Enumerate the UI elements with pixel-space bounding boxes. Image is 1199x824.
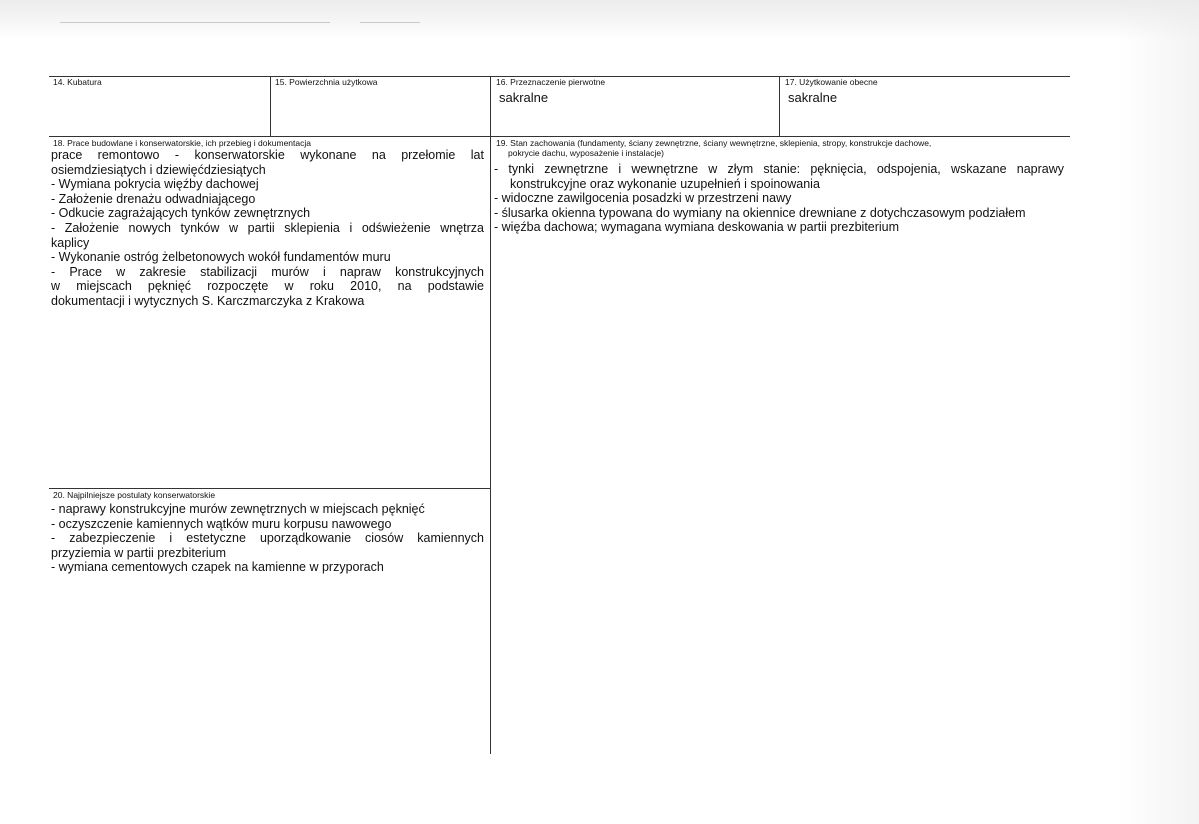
field-19-content	[494, 162, 1064, 235]
field-18-line: - Założenie nowych tynków w partii sklepienia i odświeżenie wnętrza	[51, 220, 484, 235]
field-18-line: dokumentacji i wytycznych S. Karczmarczyka z Krakowa	[51, 293, 365, 308]
field-14-label: 14. Kubatura	[53, 77, 102, 87]
scan-artifact-line	[360, 22, 420, 23]
field-18-content	[51, 148, 484, 309]
field-19-label: 19. Stan zachowania (fundamenty, ściany zewnętrzne, ściany wewnętrzne, sklepienia, stropy, konstrukcje dachowe,	[496, 138, 932, 148]
field-19-line: - widoczne zawilgocenia posadzki w przestrzeni nawy	[494, 191, 792, 206]
field-18-line: - Prace w zakresie stabilizacji murów i napraw konstrukcyjnych	[51, 264, 484, 279]
row3-top-border	[49, 488, 491, 489]
field-18-line: - Wykonanie ostróg żelbetonowych wokół fundamentów muru	[51, 250, 391, 265]
field-19-line: - więźba dachowa; wymagana wymiana deskowania w partii prezbiterium	[494, 220, 900, 235]
field-18-line: w miejscach pęknięć rozpoczęte w roku 2010, na podstawie	[51, 279, 484, 294]
field-18-line: prace remontowo - konserwatorskie wykonane na przełomie lat	[51, 148, 484, 162]
field-20-line: - zabezpieczenie i estetyczne uporządkowanie ciosów kamiennych	[51, 531, 484, 546]
field-16-label: 16. Przeznaczenie pierwotne	[496, 77, 606, 87]
field-20-line: przyziemia w partii prezbiterium	[51, 545, 227, 560]
field-19-line: konstrukcyjne oraz wykonanie uzupełnień i spoinowania	[510, 176, 820, 191]
field-18-line: osiemdziesiątych i dziewięćdziesiątych	[51, 162, 266, 177]
field-16-value: sakralne	[499, 90, 549, 105]
field-18-label: 18. Prace budowlane i konserwatorskie, ich przebieg i dokumentacja	[53, 138, 311, 148]
center-divider	[490, 136, 491, 754]
scan-edge-shadow	[1119, 0, 1199, 824]
row2-top-border	[49, 136, 1070, 137]
field-20-line: - wymiana cementowych czapek na kamienne w przyporach	[51, 560, 384, 575]
field-20-content	[51, 502, 484, 575]
field-19-label-cont: pokrycie dachu, wyposażenie i instalacje)	[508, 148, 664, 158]
field-20-label: 20. Najpilniejsze postulaty konserwatorskie	[53, 490, 216, 500]
row1-divider-3	[779, 76, 780, 136]
field-19-line: - ślusarka okienna typowana do wymiany na okiennice drewniane z dotychczasowym podziałem	[494, 205, 1026, 220]
field-19-line: - tynki zewnętrzne i wewnętrzne w złym stanie: pęknięcia, odspojenia, wskazane naprawy	[494, 162, 1064, 176]
row1-divider-2	[490, 76, 491, 136]
field-20-line: - naprawy konstrukcyjne murów zewnętrznych w miejscach pęknięć	[51, 502, 425, 516]
row1-divider-1	[270, 76, 271, 136]
scan-artifact-line	[60, 22, 330, 23]
field-18-line: - Założenie drenażu odwadniającego	[51, 191, 256, 206]
field-17-label: 17. Użytkowanie obecne	[785, 77, 878, 87]
field-17-value: sakralne	[788, 90, 838, 105]
field-18-line: kaplicy	[51, 235, 90, 250]
field-18-line: - Odkucie zagrażających tynków zewnętrznych	[51, 206, 311, 221]
field-18-line: - Wymiana pokrycia więźby dachowej	[51, 177, 259, 192]
field-15-label: 15. Powierzchnia użytkowa	[275, 77, 378, 87]
field-20-line: - oczyszczenie kamiennych wątków muru korpusu nawowego	[51, 516, 392, 531]
